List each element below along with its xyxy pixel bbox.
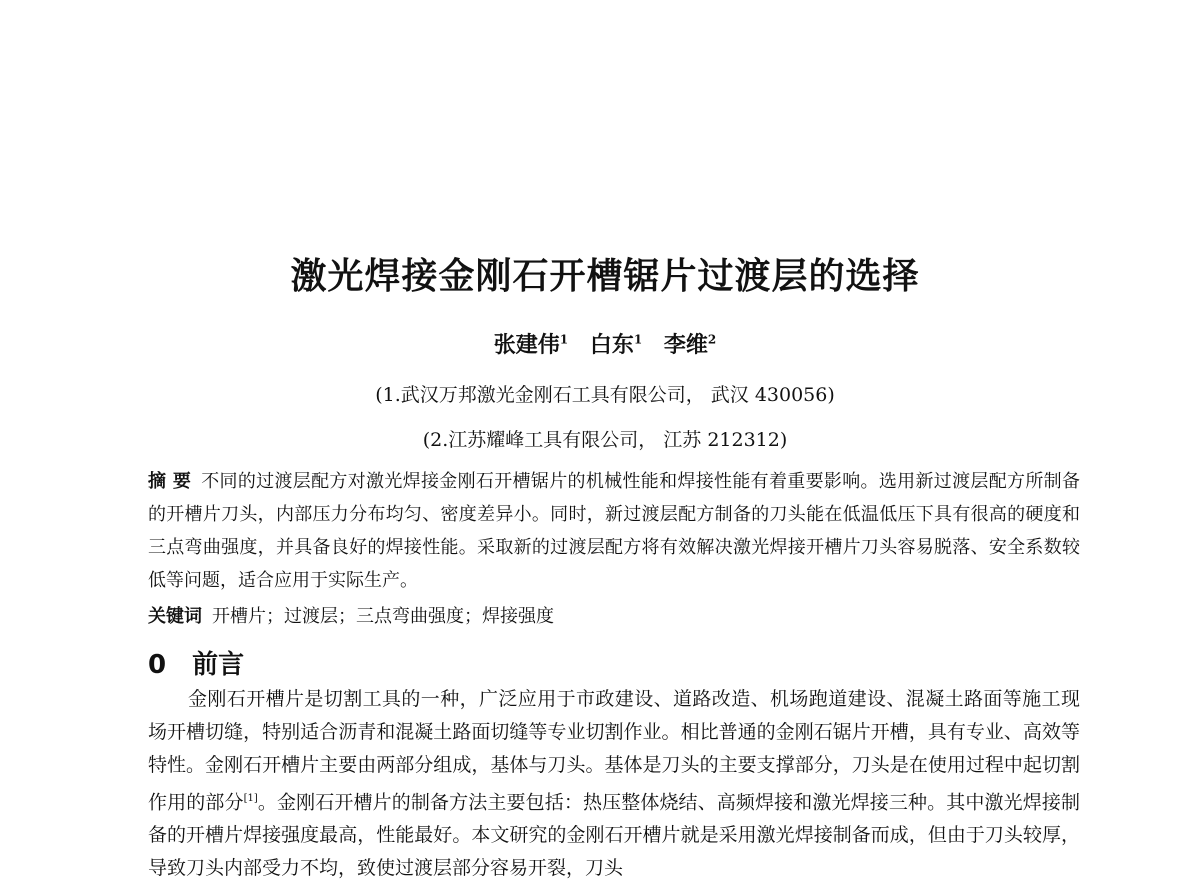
author-affiliation-mark: 2 — [707, 332, 717, 347]
affiliation-2: (2.江苏耀峰工具有限公司， 江苏 212312) — [422, 429, 788, 451]
author — [590, 332, 642, 358]
author-affiliation-mark: 1 — [633, 332, 643, 347]
body-text-part1: 金刚石开槽片是切割工具的一种，广泛应用于市政建设、道路改造、机场跑道建设、混凝土路面等施工现场开槽切缝，特别适合沥青和混凝土路面切缝等专业切割作业。相比普通的金刚石锯片开槽，具有专业、高效等特性。金刚石开槽片主要由两部分组成，基体与刀头。基体是刀头的主要支撑部分，刀头是在使用过程中起切割作用的部分 — [148, 688, 1080, 814]
section-heading — [148, 644, 244, 681]
author-name: 张建伟 — [493, 332, 560, 358]
citation-mark: [1] — [243, 793, 258, 804]
body-text-part2: 。金刚石开槽片的制备方法主要包括：热压整体烧结、高频焊接和激光焊接三种。其中激光焊接制备的开槽片焊接强度最高，性能最好。本文研究的金刚石开槽片就是采用激光焊接制备而成，但由于刀头较厚，导致刀头内部受力不均，致使过渡层部分容易开裂，刀头 — [148, 791, 1080, 880]
abstract — [148, 465, 1080, 597]
keywords — [148, 600, 1080, 633]
abstract-text: 不同的过渡层配方对激光焊接金刚石开槽锯片的机械性能和焊接性能有着重要影响。选用新过渡层配方所制备的开槽片刀头，内部压力分布均匀、密度差异小。同时，新过渡层配方制备的刀头能在低温低压下具有很高的硬度和三点弯曲强度，并具备良好的焊接性能。采取新的过渡层配方将有效解决激光焊接开槽片刀头容易脱落、安全系数较低等问题，适合应用于实际生产。 — [148, 471, 1080, 591]
body-paragraph — [148, 683, 1080, 885]
author — [494, 332, 568, 358]
author-list — [0, 328, 1200, 359]
abstract-label: 摘 要 — [148, 471, 192, 492]
section-number: 0 — [148, 650, 167, 680]
paper-title: 激光焊接金刚石开槽锯片过渡层的选择 — [290, 256, 920, 297]
author-affiliation-mark: 1 — [559, 332, 569, 347]
author — [664, 332, 716, 358]
author-name: 李维 — [663, 332, 708, 358]
keywords-label: 关键词 — [148, 606, 202, 627]
affiliation-1: (1.武汉万邦激光金刚石工具有限公司， 武汉 430056) — [375, 384, 835, 406]
section-title: 前言 — [192, 650, 245, 680]
keywords-text: 开槽片；过渡层；三点弯曲强度；焊接强度 — [212, 606, 554, 627]
author-name: 白东 — [589, 332, 634, 358]
